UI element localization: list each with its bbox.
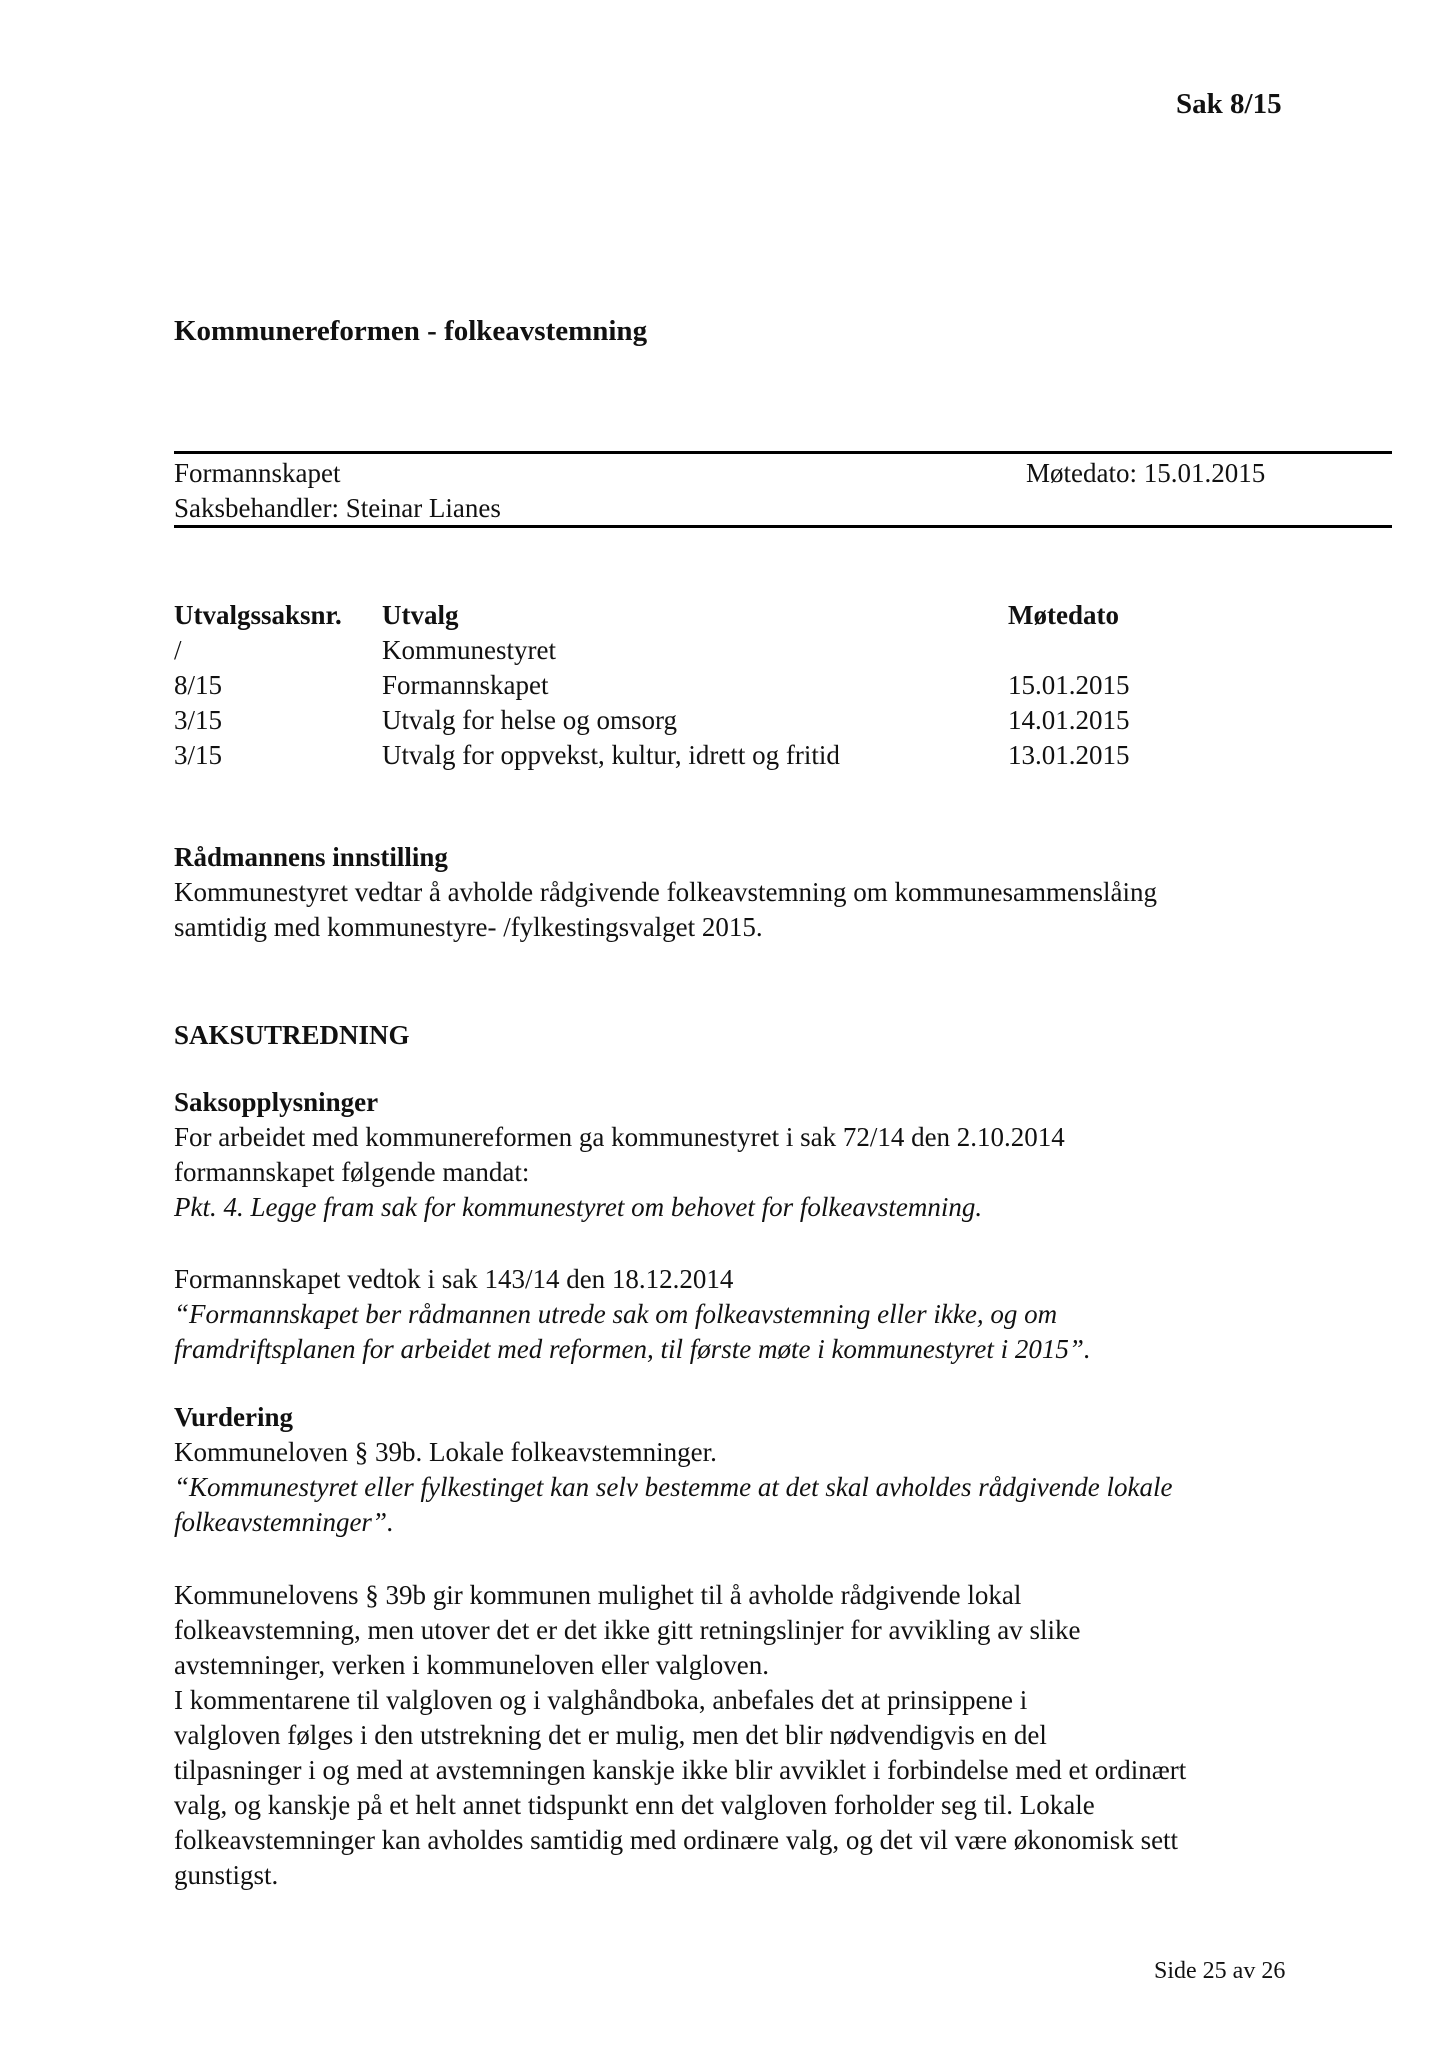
- row-date: 13.01.2015: [1008, 740, 1130, 770]
- recommendation-line: Kommunestyret vedtar å avholde rådgivende folkeavstemning om kommunesammenslåing: [174, 877, 1157, 907]
- assessment-heading: Vurdering: [174, 1402, 294, 1432]
- header-date: Møtedato: [1008, 600, 1119, 630]
- body-line: valg, og kanskje på et helt annet tidspunkt enn det valgloven forholder seg til. Lokale: [174, 1790, 1095, 1820]
- row-date: 15.01.2015: [1008, 670, 1130, 700]
- law-line: Kommuneloven § 39b. Lokale folkeavstemninger.: [174, 1437, 717, 1467]
- row-committee: Formannskapet: [382, 670, 549, 700]
- decision-section: [174, 1262, 1091, 1367]
- decision-line: Formannskapet vedtok i sak 143/14 den 18.12.2014: [174, 1264, 734, 1294]
- row-date: 14.01.2015: [1008, 705, 1130, 735]
- row-case-no: 8/15: [174, 670, 223, 700]
- meta-meeting-date: Møtedato: 15.01.2015: [1026, 458, 1266, 488]
- row-case-no: 3/15: [174, 705, 223, 735]
- body-line: folkeavstemninger kan avholdes samtidig med ordinære valg, og det vil være økonomisk sett: [174, 1825, 1179, 1855]
- row-committee: Kommunestyret: [382, 635, 556, 665]
- row-committee: Utvalg for oppvekst, kultur, idrett og fritid: [382, 740, 840, 770]
- decision-quote-line: framdriftsplanen for arbeidet med reformen, til første møte i kommunestyret i 2015”.: [174, 1334, 1091, 1364]
- bottom-rule: [174, 525, 1392, 528]
- meta-body: Formannskapet: [174, 458, 341, 488]
- document-title: Kommunereformen - folkeavstemning: [174, 315, 648, 347]
- row-committee: Utvalg for helse og omsorg: [382, 705, 677, 735]
- facts-heading: Saksopplysninger: [174, 1087, 379, 1117]
- body-line: valgloven følges i den utstrekning det er mulig, men det blir nødvendigvis en del: [174, 1720, 1047, 1750]
- body-line: I kommentarene til valgloven og i valghåndboka, anbefales det at prinsippene i: [174, 1685, 1028, 1715]
- facts-line: formannskapet følgende mandat:: [174, 1157, 530, 1187]
- header-committee: Utvalg: [382, 600, 459, 630]
- law-quote-line: folkeavstemninger”.: [174, 1507, 394, 1537]
- recommendation-heading: Rådmannens innstilling: [174, 842, 448, 872]
- row-case-no: /: [174, 635, 182, 665]
- case-reference: Sak 8/15: [1176, 88, 1282, 120]
- body-line: Kommunelovens § 39b gir kommunen mulighet til å avholde rådgivende lokal: [174, 1580, 1022, 1610]
- recommendation-section: [174, 840, 1157, 945]
- facts-section: [174, 1085, 1065, 1225]
- row-case-no: 3/15: [174, 740, 223, 770]
- assessment-section: [174, 1400, 1172, 1540]
- body-line: avstemninger, verken i kommuneloven eller valgloven.: [174, 1650, 769, 1680]
- top-rule: [174, 451, 1392, 454]
- facts-mandate: Pkt. 4. Legge fram sak for kommunestyret om behovet for folkeavstemning.: [174, 1192, 983, 1222]
- law-quote-line: “Kommunestyret eller fylkestinget kan selv bestemme at det skal avholdes rådgivende lokale: [174, 1472, 1173, 1502]
- meta-officer: Saksbehandler: Steinar Lianes: [174, 493, 501, 523]
- body-line: folkeavstemning, men utover det er det ikke gitt retningslinjer for avvikling av slike: [174, 1615, 1081, 1645]
- assessment-body: [174, 1578, 1186, 1893]
- header-case-no: Utvalgssaksnr.: [174, 600, 342, 630]
- report-heading: SAKSUTREDNING: [174, 1020, 410, 1050]
- body-line: tilpasninger i og med at avstemningen kanskje ikke blir avviklet i forbindelse med et ordinært: [174, 1755, 1187, 1785]
- page-number: Side 25 av 26: [1154, 1958, 1286, 1984]
- decision-quote-line: “Formannskapet ber rådmannen utrede sak om folkeavstemning eller ikke, og om: [174, 1299, 1058, 1329]
- recommendation-line: samtidig med kommunestyre- /fylkestingsvalget 2015.: [174, 912, 763, 942]
- body-line: gunstigst.: [174, 1860, 279, 1890]
- facts-line: For arbeidet med kommunereformen ga kommunestyret i sak 72/14 den 2.10.2014: [174, 1122, 1065, 1152]
